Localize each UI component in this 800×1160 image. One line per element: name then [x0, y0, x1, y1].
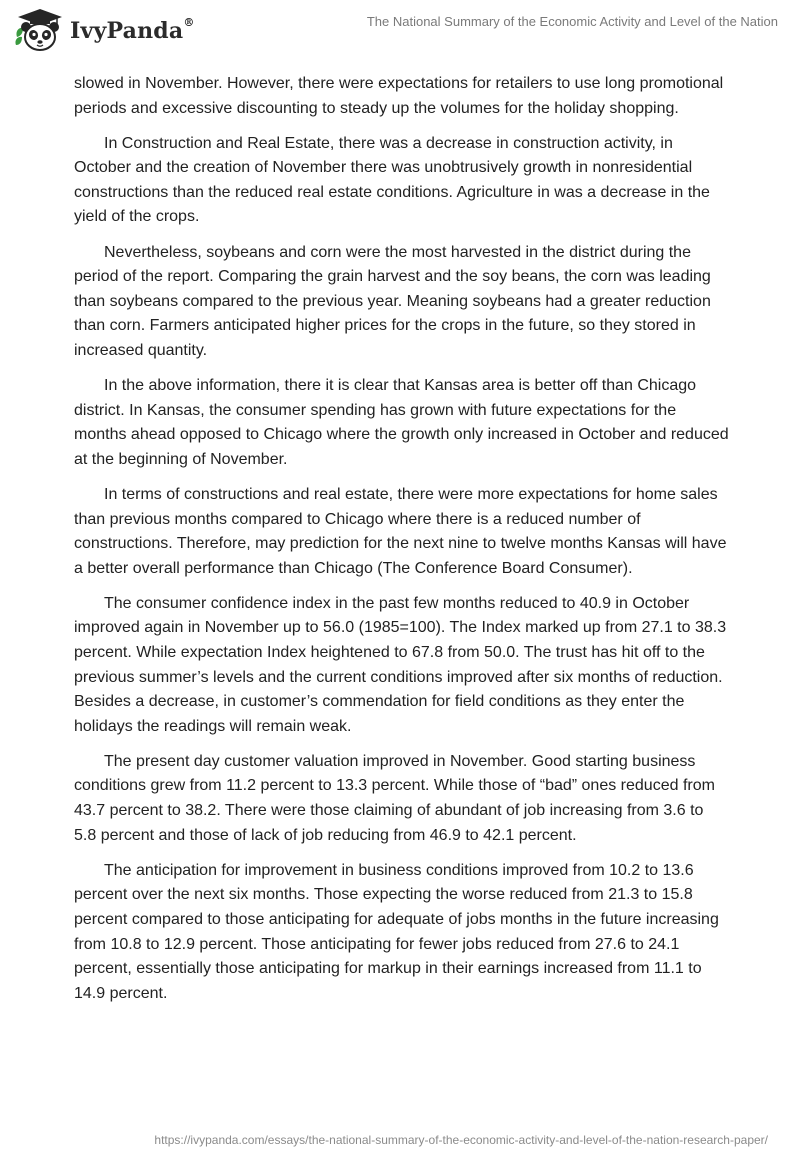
paragraph-8: The anticipation for improvement in business conditions improved from 10.2 to 13.6 percent over the next six months. Those expecting the worse reduced from 21.3 to 15.8 percent compared to those anticipating for adequate of jobs months in the future increasing from 10.8 to 12.9 percent. Those anticipating for fewer jobs reduced from 27.6 to 24.1 percent, essentially those anticipating for markup in their earnings increased from 11.1 to 14.9 percent.: [74, 861, 719, 1002]
paragraph-2: In Construction and Real Estate, there was a decrease in construction activity, in October and the creation of November there was unobtrusively growth in nonresidential constructions than the reduced real estate conditions. Agriculture in was a decrease in the yield of the crops.: [74, 134, 710, 226]
document-title: The National Summary of the Economic Activity and Level of the Nation: [366, 14, 778, 29]
paragraph-3: Nevertheless, soybeans and corn were the most harvested in the district during the period of the report. Comparing the grain harvest and the soy beans, the corn was leading than soybeans compared to the previous year. Meaning soybeans had a greater reduction than corn. Farmers anticipated higher prices for the crops in the future, so they stored in increased quantity.: [74, 243, 711, 359]
page-header: [0, 0, 800, 60]
paragraph-4: In the above information, there it is clear that Kansas area is better off than Chicago district. In Kansas, the consumer spending has grown with future expectations for the months ahead opposed to Chicago where the growth only increased in October and reduced at the beginning of November.: [74, 377, 729, 468]
essay-body: [74, 72, 730, 1017]
paragraph-7: The present day customer valuation improved in November. Good starting business conditions grew from 11.2 percent to 13.3 percent. While those of “bad” ones reduced from 43.7 percent to 38.2. There were those claiming of abundant of job increasing from 3.6 to 5.8 percent and those of lack of job reducing from 46.9 to 42.1 percent.: [74, 752, 715, 844]
paragraph-6: The consumer confidence index in the past few months reduced to 40.9 in October improved again in November up to 56.0 (1985=100). The Index marked up from 27.1 to 38.3 percent. While expectation Index heightened to 67.8 from 50.0. The trust has hit off to the previous summer’s levels and the current conditions improved after six months of reduction. Besides a decrease, in customer’s commendation for field conditions as they enter the holidays the readings will remain weak.: [74, 594, 727, 735]
source-url-link[interactable]: https://ivypanda.com/essays/the-national-summary-of-the-economic-activity-and-level-of-the-nation-research-paper/: [154, 1133, 768, 1147]
brand-name: IvyPanda®: [70, 16, 195, 44]
paragraph-1: slowed in November. However, there were expectations for retailers to use long promotional periods and excessive discounting to steady up the volumes for the holiday shopping.: [74, 75, 724, 117]
panda-graduate-icon: [14, 7, 66, 53]
paragraph-5: In terms of constructions and real estate, there were more expectations for home sales than previous months compared to Chicago where there is a reduced number of constructions. Therefore, may prediction for the next nine to twelve months Kansas will have a better overall performance than Chicago (The Conference Board Consumer).: [74, 485, 727, 577]
ivypanda-logo[interactable]: [14, 6, 195, 54]
